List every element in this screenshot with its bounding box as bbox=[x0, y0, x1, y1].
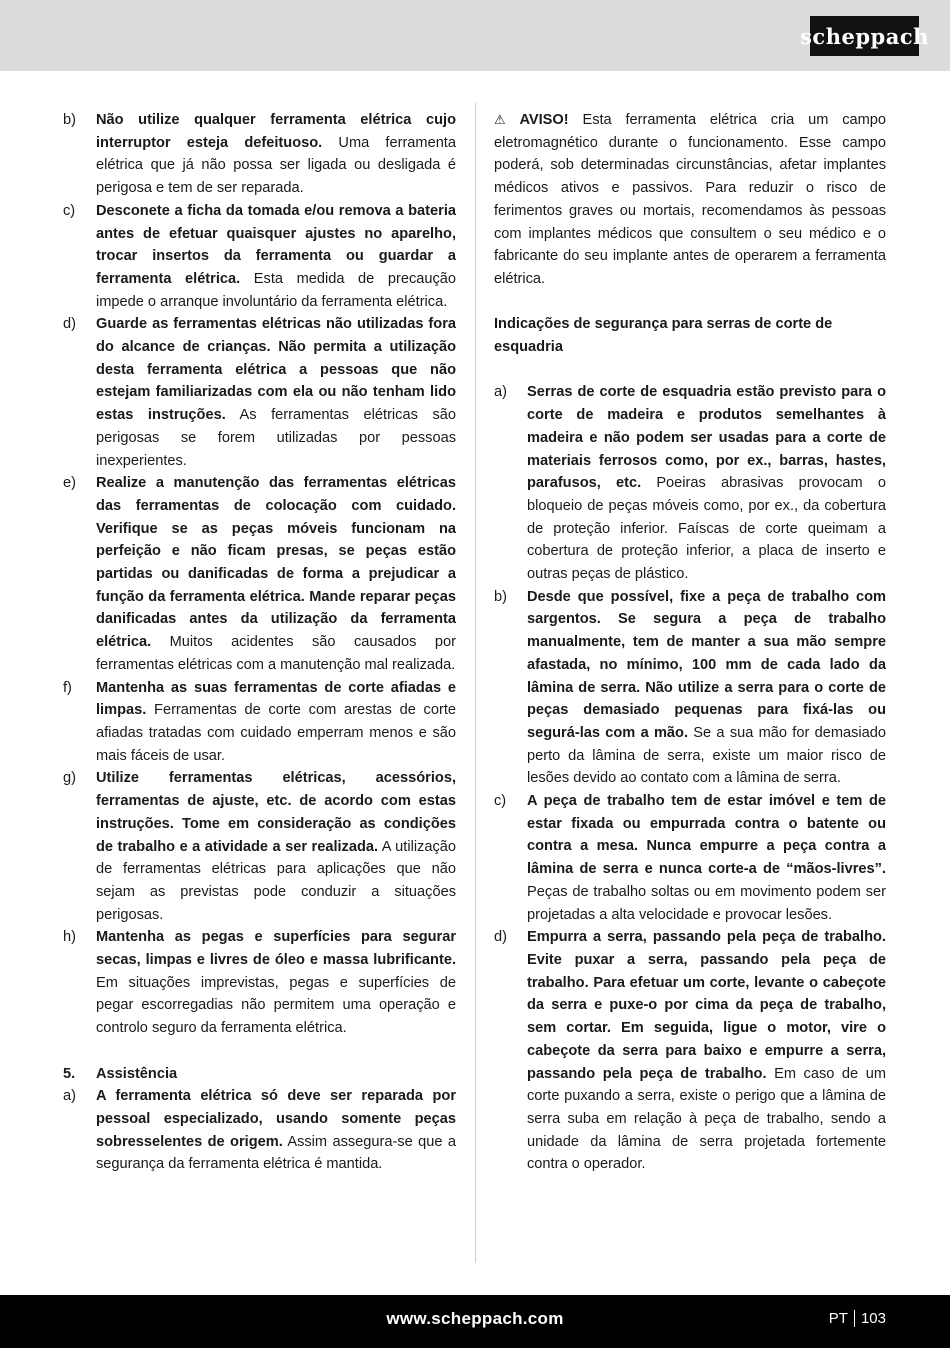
list-item bbox=[63, 1085, 456, 1176]
item-bold-text: Desconete a ficha da tomada e/ou remova a bateria antes de efetuar quaisquer ajustes no aparelho, trocar insertos da ferramenta ou guardar a ferramenta elétrica. bbox=[96, 202, 456, 287]
item-text bbox=[527, 586, 886, 790]
item-bold-text: A peça de trabalho tem de estar imóvel e tem de estar fixada ou empurrada contra o batente ou contra a mesa. Nunca empurre a peça contra a lâmina de serra e nunca corte-a de “mãos-livres”. bbox=[527, 793, 886, 878]
page-separator bbox=[854, 1310, 855, 1327]
section-title: Assistência bbox=[96, 1065, 178, 1082]
footer-bar bbox=[0, 1295, 950, 1348]
item-text bbox=[96, 109, 456, 200]
page-indicator bbox=[829, 1310, 886, 1327]
item-normal-text: Poeiras abrasivas provocam o bloqueio de peças móveis como, por ex., da cobertura de proteção inferior. Faíscas de corte queimam a cobertura de proteção inferior, a placa de inserto e outras peças de plástico. bbox=[527, 475, 886, 583]
list-item bbox=[63, 109, 456, 200]
column-divider bbox=[475, 103, 476, 1263]
section-number: 5. bbox=[63, 1065, 76, 1082]
item-bold-text: Mantenha as pegas e superfícies para segurar secas, limpas e livres de óleo e massa lubrificante. bbox=[96, 929, 456, 969]
list-item bbox=[63, 677, 456, 768]
item-text bbox=[96, 926, 456, 1040]
scheppach-logo bbox=[800, 16, 929, 56]
warning-triangle-icon: ⚠ bbox=[494, 112, 516, 127]
list-item bbox=[63, 472, 456, 676]
list-item bbox=[494, 926, 886, 1176]
item-label: c) bbox=[494, 793, 507, 810]
item-label: a) bbox=[494, 384, 507, 401]
item-bold-text: Utilize ferramentas elétricas, acessórios, ferramentas de ajuste, etc. de acordo com estas instruções. Tome em consideração as condições de trabalho e a atividade a ser realizada. bbox=[96, 770, 456, 855]
item-normal-text: Em caso de um corte puxando a serra, existe o perigo que a lâmina de serra suba em relação à peça de trabalho, sendo a unidade da lâmina de serra projetada fortemente contra o operador. bbox=[527, 1065, 886, 1173]
item-text bbox=[527, 790, 886, 926]
item-bold-text: Guarde as ferramentas elétricas não utilizadas fora do alcance de crianças. Não permita a utilização desta ferramenta elétrica a pessoas que não estejam familiarizadas com ela ou não tenham lido estas instruções. bbox=[96, 316, 456, 424]
list-item bbox=[63, 926, 456, 1040]
item-normal-text: Muitos acidentes são causados por ferramentas elétricas com a manutenção mal realizada. bbox=[96, 634, 456, 673]
item-bold-text: A ferramenta elétrica só deve ser reparada por pessoal especializado, usando somente peças sobresselentes de origem. bbox=[96, 1088, 456, 1150]
right-items-list bbox=[494, 381, 886, 1176]
item-text bbox=[96, 677, 456, 768]
item-bold-text: Mantenha as suas ferramentas de corte afiadas e limpas. bbox=[96, 679, 456, 719]
footer-url[interactable]: www.scheppach.com bbox=[386, 1309, 564, 1328]
item-bold-text: Realize a manutenção das ferramentas elétricas das ferramentas de colocação com cuidado. Verifique se as peças móveis funcionam na perfeição e não ficam presas, se peças estão partidas ou danificadas de forma a prejudicar a função da ferramenta elétrica. Mande reparar peças danificadas antes da utilização da ferramenta elétrica. bbox=[96, 475, 456, 651]
page-number: 103 bbox=[860, 1310, 886, 1327]
item-label: e) bbox=[63, 475, 76, 492]
item-label: b) bbox=[494, 588, 507, 605]
item-label: a) bbox=[63, 1088, 76, 1105]
item-label: d) bbox=[494, 929, 507, 946]
item-normal-text: As ferramentas elétricas são perigosas se forem utilizadas por pessoas inexperientes. bbox=[96, 407, 456, 469]
left-column bbox=[63, 109, 456, 1176]
item-text bbox=[527, 926, 886, 1176]
item-normal-text: Ferramentas de corte com arestas de corte afiadas tratadas com cuidado emperram menos e são mais fáceis de usar. bbox=[96, 702, 456, 764]
item-label: g) bbox=[63, 770, 76, 787]
item-label: c) bbox=[63, 202, 76, 219]
section-heading bbox=[63, 1063, 456, 1086]
language-code: PT bbox=[828, 1310, 848, 1327]
item-text bbox=[96, 200, 456, 314]
item-label: b) bbox=[63, 112, 76, 128]
item-label: d) bbox=[63, 316, 76, 333]
item-label: f) bbox=[63, 679, 72, 696]
item-normal-text: Esta medida de precaução impede o arranque involuntário da ferramenta elétrica. bbox=[96, 270, 456, 310]
logo-text: scheppach bbox=[800, 23, 929, 49]
item-text bbox=[96, 1085, 456, 1176]
item-normal-text: Em situações imprevistas, pegas e superfícies de pegar escorregadias não permitem uma operação e controlo seguro da ferramenta elétrica. bbox=[96, 974, 456, 1037]
left-items-list bbox=[63, 109, 456, 1040]
list-item bbox=[63, 200, 456, 314]
item-text bbox=[527, 381, 886, 585]
item-normal-text: Assim assegura-se que a segurança da ferramenta elétrica é mantida. bbox=[96, 1133, 456, 1173]
list-item bbox=[63, 767, 456, 926]
item-normal-text: Uma ferramenta elétrica que já não possa ser ligada ou desligada é perigosa e tem de ser reparada. bbox=[96, 134, 456, 197]
warning-label: AVISO! bbox=[519, 112, 569, 128]
list-item bbox=[63, 313, 456, 472]
list-item bbox=[494, 381, 886, 585]
item-bold-text: Não utilize qualquer ferramenta elétrica cujo interruptor esteja defeituoso. bbox=[96, 112, 456, 151]
list-item bbox=[494, 790, 886, 926]
list-item bbox=[494, 586, 886, 790]
item-normal-text: A utilização de ferramentas elétricas para aplicações que não sejam as previstas pode conduzir a situações perigosas. bbox=[96, 838, 456, 923]
item-normal-text: Se a sua mão for demasiado perto da lâmina de serra, existe um maior risco de lesões devido ao contato com a lâmina de serra. bbox=[527, 724, 887, 787]
right-section-heading: Indicações de segurança para serras de corte de esquadria bbox=[494, 316, 833, 356]
warning-text: Esta ferramenta elétrica cria um campo eletromagnético durante o funcionamento. Esse campo poderá, sob determinadas circunstâncias, afetar implantes médicos ativos e passivos. Para reduzir o risco de ferimentos graves ou mortais, recomendamos às pessoas com implantes médicos que consultem o seu médico e o fabricante do seu implante antes de operarem a ferramenta elétrica. bbox=[494, 112, 887, 287]
item-bold-text: Desde que possível, fixe a peça de trabalho com sargentos. Se segura a peça de trabalho manualmente, tem de manter a sua mão sempre afastada, no mínimo, 100 mm de cada lado da lâmina de serra. Não utilize a serra para o corte de peças demasiado pequenas para fixá-las ou segurá-las com a mão. bbox=[527, 588, 886, 741]
item-bold-text: Empurra a serra, passando pela peça de trabalho. Evite puxar a serra, passando pela peça de trabalho. Para efetuar um corte, levante o cabeçote da serra e puxe-o por cima da peça de trabalho, sem cortar. Em seguida, ligue o motor, vire o cabeçote da serra para baixo e empurre a serra, passando pela peça de trabalho. bbox=[527, 929, 886, 1082]
item-label: h) bbox=[63, 929, 76, 946]
right-column bbox=[494, 109, 886, 1176]
item-text bbox=[96, 472, 456, 676]
item-bold-text: Serras de corte de esquadria estão previsto para o corte de madeira e produtos semelhantes à madeira e não podem ser usadas para a corte de materiais ferrosos como, por ex., barras, hastes, parafusos, etc. bbox=[527, 384, 886, 492]
item-text bbox=[96, 313, 456, 472]
item-normal-text: Peças de trabalho soltas ou em movimento podem ser projetadas a alta velocidade e provocar lesões. bbox=[527, 883, 886, 923]
warning-paragraph bbox=[494, 109, 886, 291]
item-text bbox=[96, 767, 456, 926]
